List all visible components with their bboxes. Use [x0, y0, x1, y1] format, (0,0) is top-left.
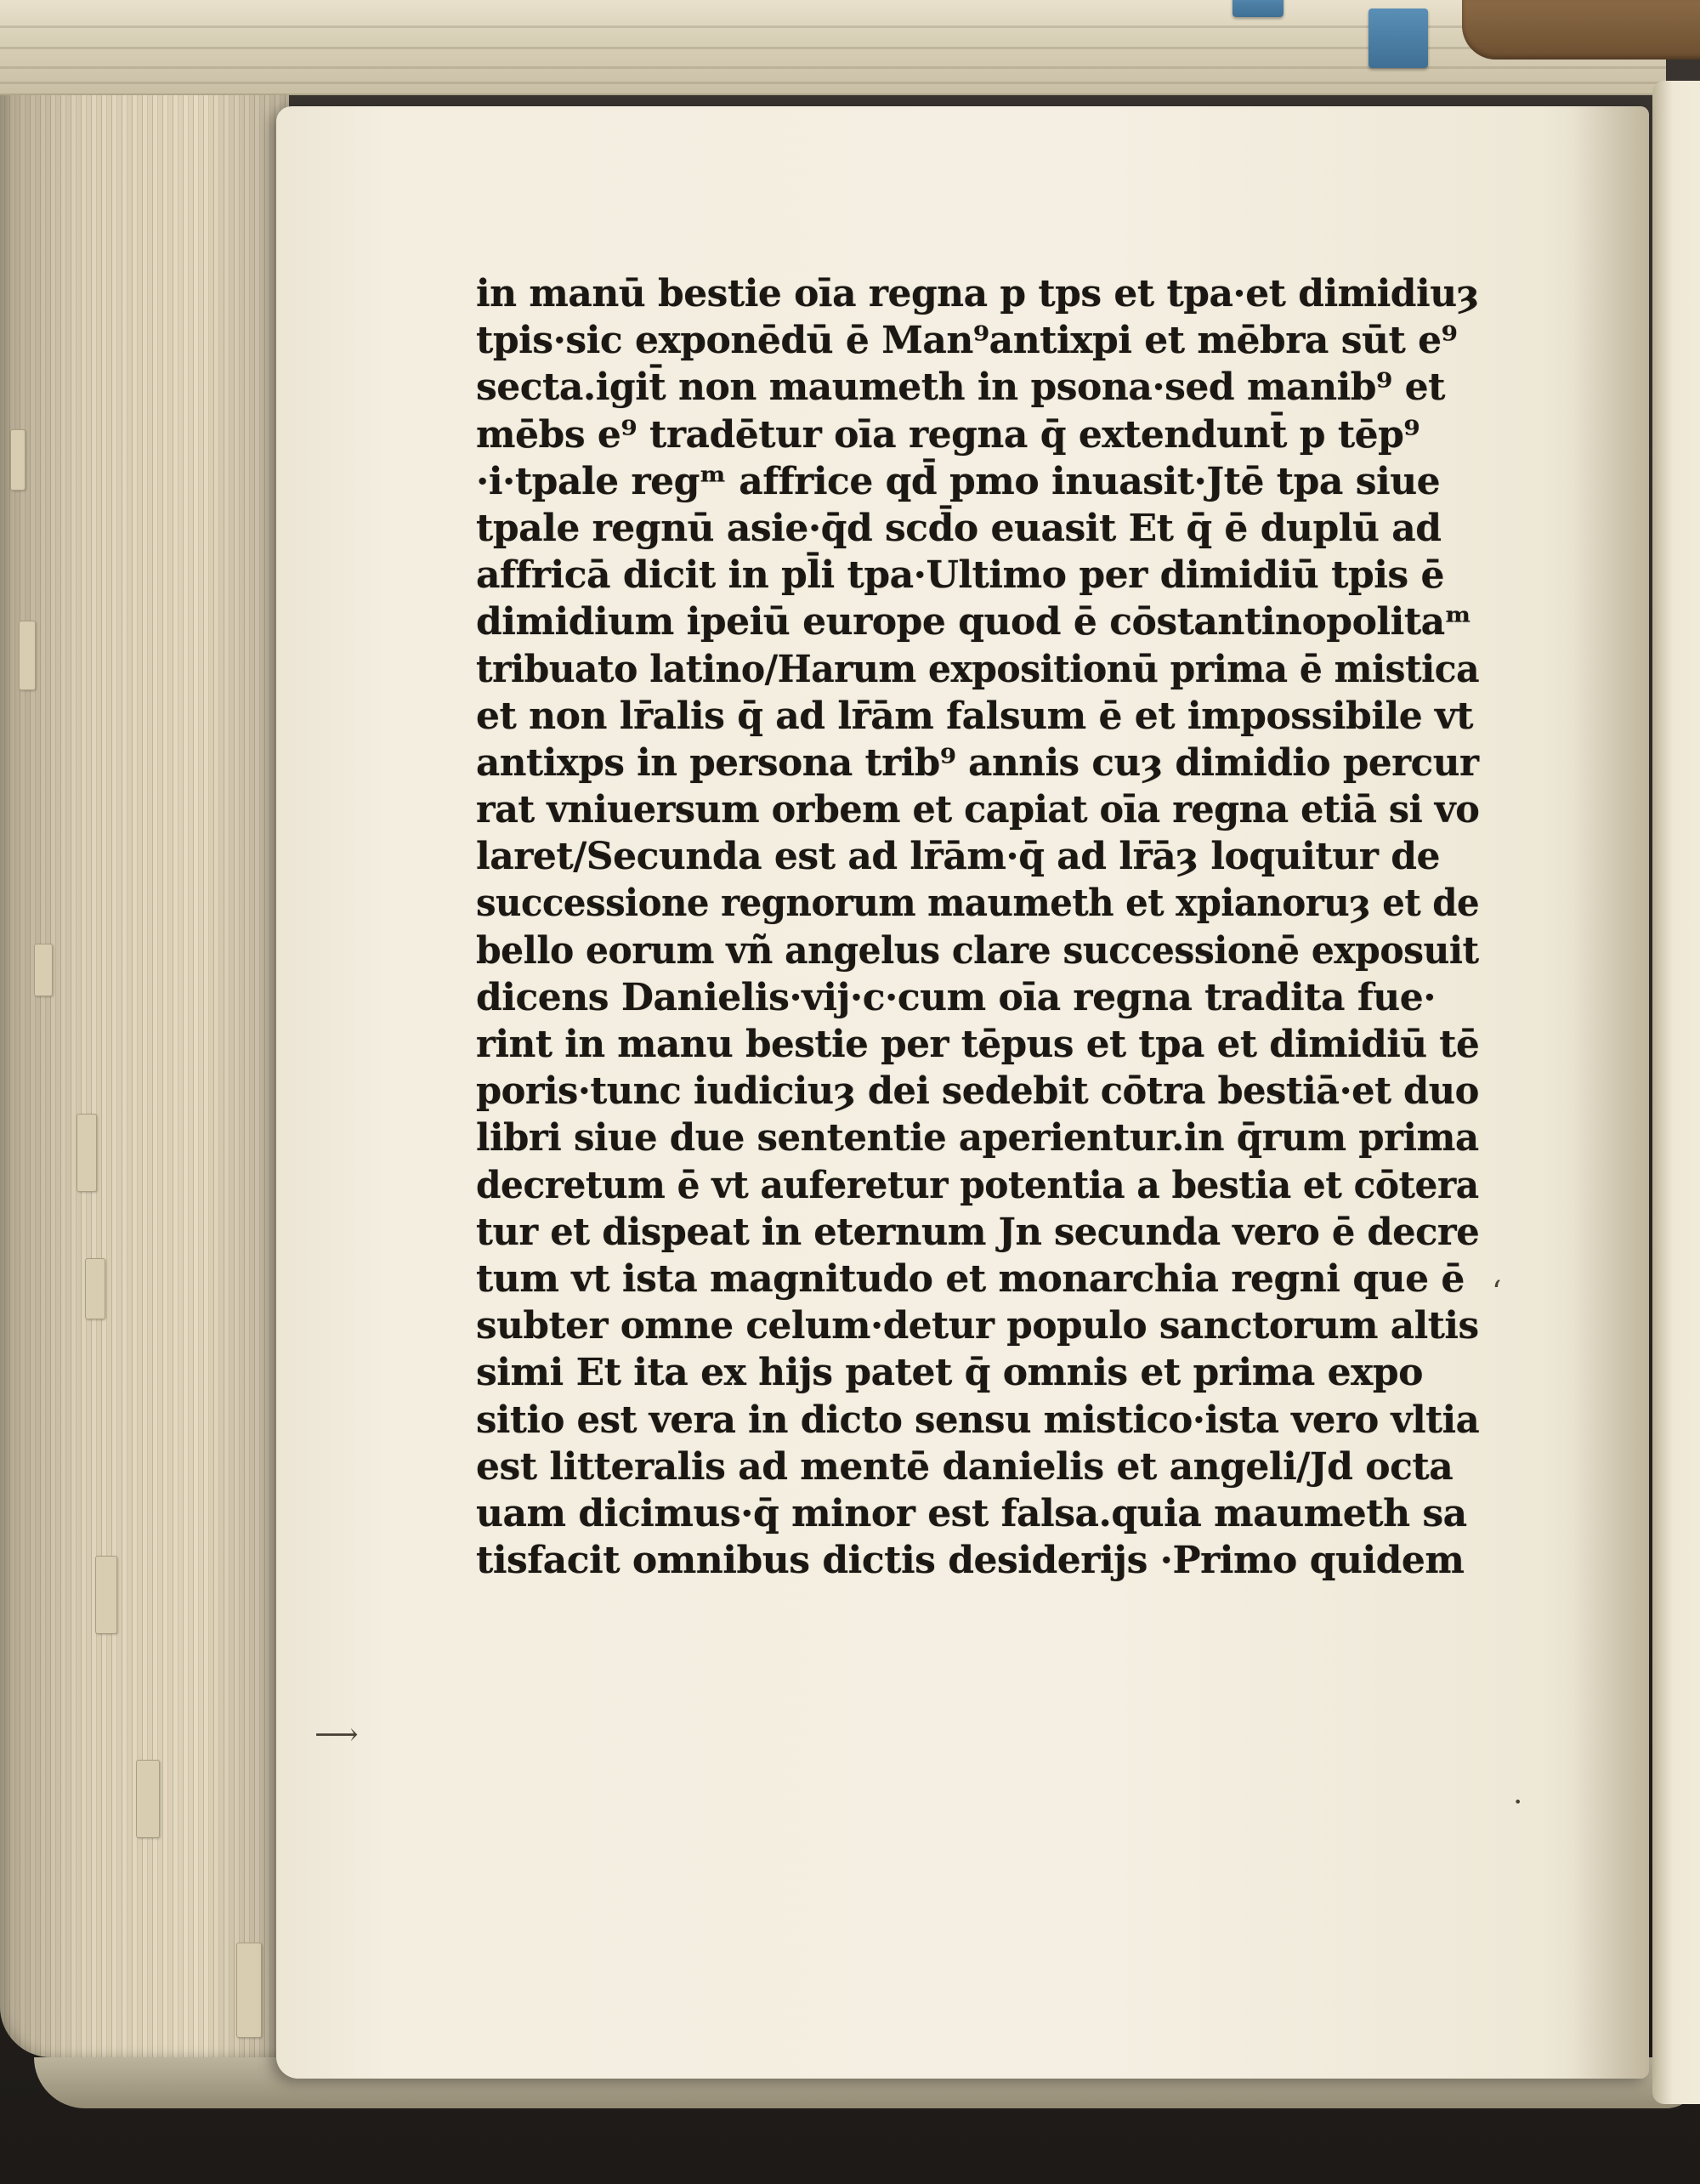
text-line-21: tur et dispeat in eternum Jn secunda vero ē decre: [476, 1210, 1480, 1254]
marginal-mark: ·: [1513, 1785, 1523, 1820]
text-line-5: ·i·tpale regᵐ affrice qd̄ pmo inuasit·Jtē tpa siue: [476, 459, 1441, 503]
leather-strap: [1462, 0, 1700, 60]
tab-marker: [95, 1556, 117, 1634]
text-line-7: affricā dicit in pl̄i tpa·Ultimo per dimidiū tpis ē: [476, 553, 1445, 598]
tab-marker: [19, 621, 36, 690]
text-line-14: successione regnorum maumeth et xpianoruȝ et de: [476, 882, 1480, 926]
marginal-mark: ⟶: [314, 1717, 359, 1752]
marginal-mark: ‘: [1492, 1275, 1502, 1310]
text-line-17: rint in manu bestie per tēpus et tpa et dimidiū tē: [476, 1023, 1480, 1066]
text-line-26: est litteralis ad mentē danielis et angeli/Jd octa: [476, 1444, 1454, 1489]
text-line-22: tum vt ista magnitudo et monarchia regni que ē: [476, 1257, 1465, 1301]
text-line-13: laret/Secunda est ad lr̄ām·q̄ ad lr̄āȝ loquitur de: [476, 835, 1440, 879]
ribbon-marker: [1232, 0, 1284, 17]
text-line-12: rat vniuersum orbem et capiat oīa regna etiā si vo: [476, 788, 1480, 832]
text-line-2: tpis·sic exponēdū ē Man⁹antixpi et mēbra sūt e⁹: [476, 319, 1458, 363]
text-line-15: bello eorum vñ angelus clare successionē exposuit: [476, 928, 1479, 973]
text-line-3: secta.igit̄ non maumeth in psona·sed manib⁹ et: [476, 366, 1445, 410]
tab-marker: [236, 1943, 262, 2038]
text-line-10: et non lr̄alis q̄ ad lr̄ām falsum ē et impossibile vt: [476, 694, 1473, 738]
text-line-6: tpale regnū asie·q̄d scd̄o euasit Et q̄ ē duplū ad: [476, 506, 1442, 550]
text-line-27: uam dicimus·q̄ minor est falsa.quia maumeth sa: [476, 1491, 1467, 1535]
text-line-11: antixps in persona trib⁹ annis cuȝ dimidio percur: [476, 740, 1479, 785]
text-line-9: tribuato latino/Harum expositionū prima ē mistica: [476, 647, 1480, 691]
text-line-8: dimidium ipeiū europe quod ē cōstantinopolitaᵐ: [476, 600, 1472, 644]
text-line-19: libri siue due sententie aperientur.in q̄rum prima: [476, 1116, 1479, 1160]
tab-marker: [10, 429, 26, 491]
ribbon-marker: [1368, 9, 1428, 68]
text-line-25: sitio est vera in dicto sensu mistico·ista vero vltia: [476, 1398, 1480, 1442]
text-line-20: decretum ē vt auferetur potentia a bestia et cōtera: [476, 1163, 1479, 1207]
text-line-16: dicens Danielis·vij·c·cum oīa regna tradita fue·: [476, 975, 1436, 1019]
text-line-24: simi Et ita ex hijs patet q̄ omnis et prima expo: [476, 1351, 1423, 1395]
text-line-1: in manū bestie oīa regna p tps et tpa·et dimidiuȝ: [476, 272, 1479, 315]
tab-marker: [136, 1760, 160, 1838]
text-line-28: tisfacit omnibus dictis desiderijs ·Primo quidem: [476, 1539, 1465, 1583]
text-line-23: subter omne celum·detur populo sanctorum altis: [476, 1304, 1479, 1348]
fore-edge-shadow: [0, 34, 289, 2057]
tab-marker: [85, 1258, 105, 1319]
facing-page: [1652, 81, 1700, 2104]
tab-marker: [76, 1114, 97, 1192]
page-gutter: [1572, 106, 1649, 2079]
text-line-18: poris·tunc iudiciuȝ dei sedebit cōtra bestiā·et duo: [476, 1069, 1479, 1114]
tab-marker: [34, 944, 53, 996]
text-line-4: mēbs e⁹ tradētur oīa regna q̄ extendunt̄ p tēp⁹: [476, 412, 1420, 457]
text-block: [476, 270, 1479, 1584]
